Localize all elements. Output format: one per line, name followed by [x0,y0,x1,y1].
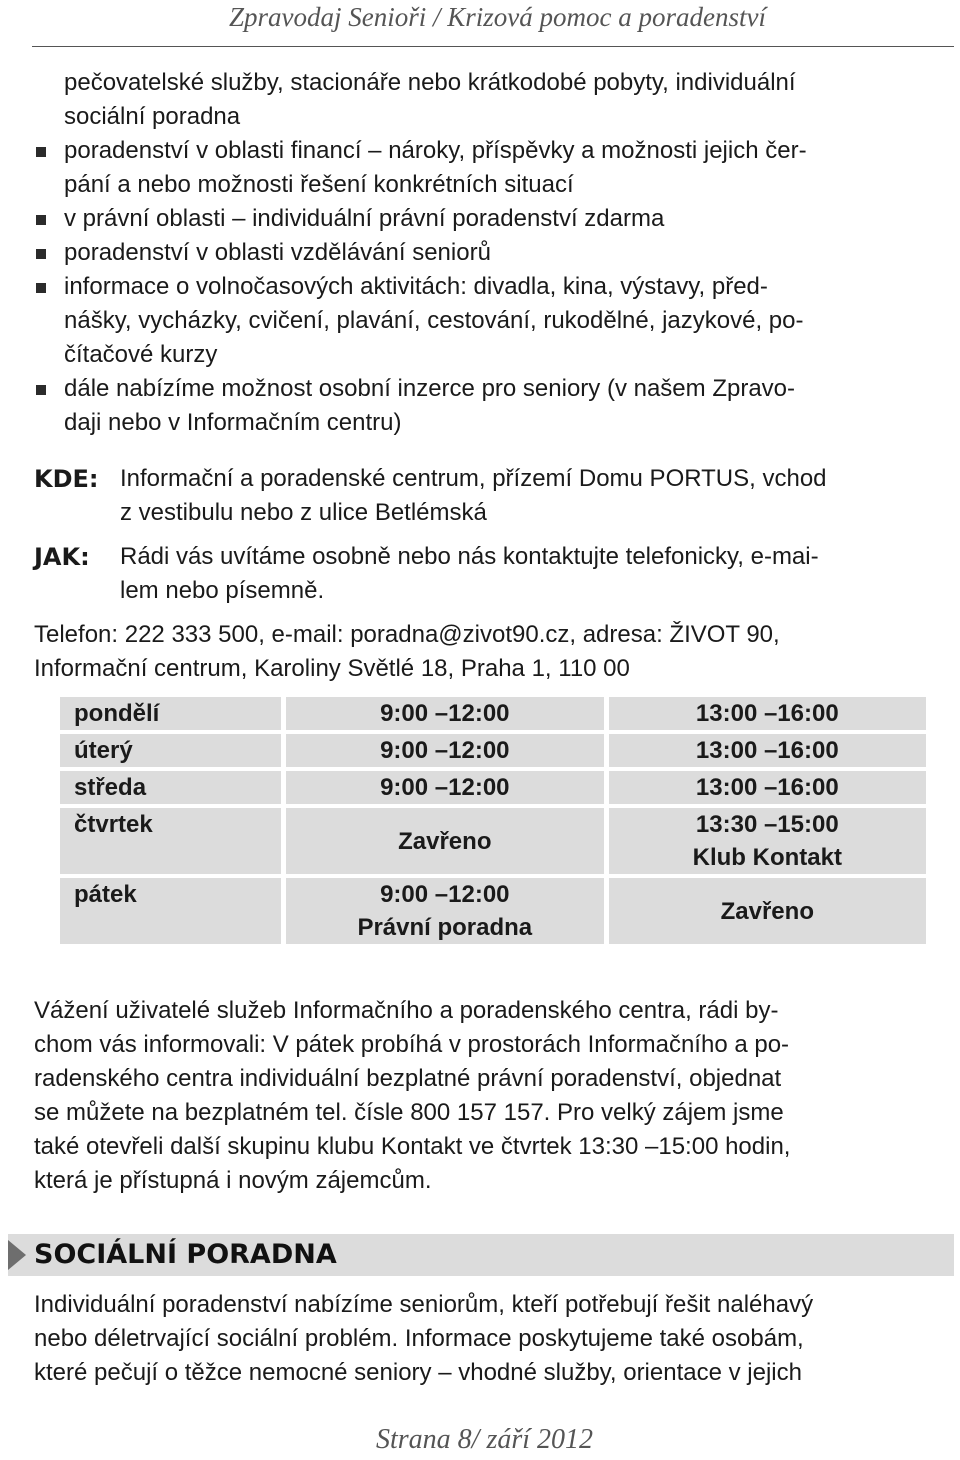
location-line: z vestibulu nebo z ulice Betlémská [120,499,487,526]
list-item [34,270,954,372]
opening-hours-table [55,693,931,948]
notice-line: radenského centra individuální bezplatné právní poradenství, objednat [34,1065,782,1092]
list-item-line: poradenství v oblasti financí – nároky, příspěvky a možnosti jejich čer- [64,137,807,164]
list-item-line: poradenství v oblasti vzdělávání seniorů [64,239,491,266]
service-list [34,134,954,440]
day-cell: úterý [60,734,281,767]
contact-method-info [34,540,954,608]
section-heading [8,1234,954,1276]
section-paragraph [34,1288,954,1390]
morning-hours-cell [286,697,604,730]
intro-line: pečovatelské služby, stacionáře nebo krátkodobé pobyty, individuální [64,69,796,96]
table-row [60,697,926,730]
table-row [60,808,926,874]
section-line: Individuální poradenství nabízíme seniorům, kteří potřebují řešit naléhavý [34,1291,814,1318]
hours-text: Zavřeno [398,827,492,855]
list-item-line: dále nabízíme možnost osobní inzerce pro seniory (v našem Zpravo- [64,375,796,402]
section-line: které pečují o těžce nemocné seniory – vhodné služby, orientace v jejich [34,1359,802,1386]
location-line: Informační a poradenské centrum, přízemí Domu PORTUS, vchod [120,465,827,492]
location-info [34,462,954,530]
list-item-line: informace o volnočasových aktivitách: divadla, kina, výstavy, před- [64,273,768,300]
table-row [60,771,926,804]
notice-line: která je přístupná i novým zájemcům. [34,1167,432,1194]
contact-line: Telefon: 222 333 500, e-mail: poradna@zivot90.cz, adresa: ŽIVOT 90, [34,621,780,648]
hours-text: Právní poradna [357,914,533,941]
square-bullet-icon [36,283,46,293]
list-item-line: čítačové kurzy [64,341,218,368]
afternoon-hours-cell [609,697,926,730]
table-row [60,878,926,944]
afternoon-hours-cell [609,878,926,944]
location-label: KDE: [34,465,99,493]
arrow-right-icon [8,1240,26,1270]
list-item-line: v právní oblasti – individuální právní poradenství zdarma [64,205,665,232]
afternoon-hours-cell [609,771,926,804]
day-cell: čtvrtek [60,808,281,874]
hours-text: Klub Kontakt [692,844,842,871]
square-bullet-icon [36,385,46,395]
contact-method-line: Rádi vás uvítáme osobně nebo nás kontaktujte telefonicky, e-mai- [120,543,819,570]
notice-line: chom vás informovali: V pátek probíhá v prostorách Informačního a po- [34,1031,790,1058]
hours-text: 9:00 –12:00 [380,774,510,801]
notice-line: se můžete na bezplatném tel. čísle 800 157 157. Pro velký zájem jsme [34,1099,784,1126]
running-header-title: Zpravodaj Senioři / Krizová pomoc a poradenství [229,2,766,32]
notice-line: Vážení uživatelé služeb Informačního a poradenského centra, rádi by- [34,997,779,1024]
contact-method-label: JAK: [34,543,90,571]
main-content [34,66,954,686]
hours-text: 13:00 –16:00 [695,700,839,727]
page-footer: Strana 8/ září 2012 [376,1424,594,1455]
square-bullet-icon [36,249,46,259]
morning-hours-cell [286,734,604,767]
hours-text: Zavřeno [720,897,814,925]
list-item-line: daji nebo v Informačním centru) [64,409,402,436]
notice-line: také otevřeli další skupinu klubu Kontakt ve čtvrtek 13:30 –15:00 hodin, [34,1133,791,1160]
square-bullet-icon [36,215,46,225]
day-cell: středa [60,771,281,804]
contact-method-line: lem nebo písemně. [120,577,325,604]
section-line: nebo déletrvající sociální problém. Informace poskytujeme také osobám, [34,1325,804,1352]
hours-text: 9:00 –12:00 [380,737,510,764]
hours-text: 9:00 –12:00 [380,700,510,727]
afternoon-hours-cell [609,808,926,874]
list-item [34,134,954,202]
intro-line: sociální poradna [64,103,241,130]
contact-details [34,618,954,686]
section-title: SOCIÁLNÍ PORADNA [34,1239,337,1270]
afternoon-hours-cell [609,734,926,767]
hours-text: 13:30 –15:00 [695,811,839,838]
contact-line: Informační centrum, Karoliny Světlé 18, Praha 1, 110 00 [34,655,630,682]
list-item [34,236,954,270]
hours-text: 9:00 –12:00 [380,881,510,908]
table-row [60,734,926,767]
notice-paragraph [34,994,954,1198]
list-item-line: nášky, vycházky, cvičení, plavání, cestování, rukodělné, jazykové, po- [64,307,804,334]
hours-text: 13:00 –16:00 [695,737,839,764]
list-item [34,202,954,236]
list-item-line: pání a nebo možnosti řešení konkrétních situací [64,171,574,198]
intro-text [34,66,954,134]
running-header [32,0,954,47]
day-cell: pátek [60,878,281,944]
day-cell: pondělí [60,697,281,730]
morning-hours-cell [286,808,604,874]
hours-text: 13:00 –16:00 [695,774,839,801]
square-bullet-icon [36,147,46,157]
morning-hours-cell [286,771,604,804]
morning-hours-cell [286,878,604,944]
list-item [34,372,954,440]
